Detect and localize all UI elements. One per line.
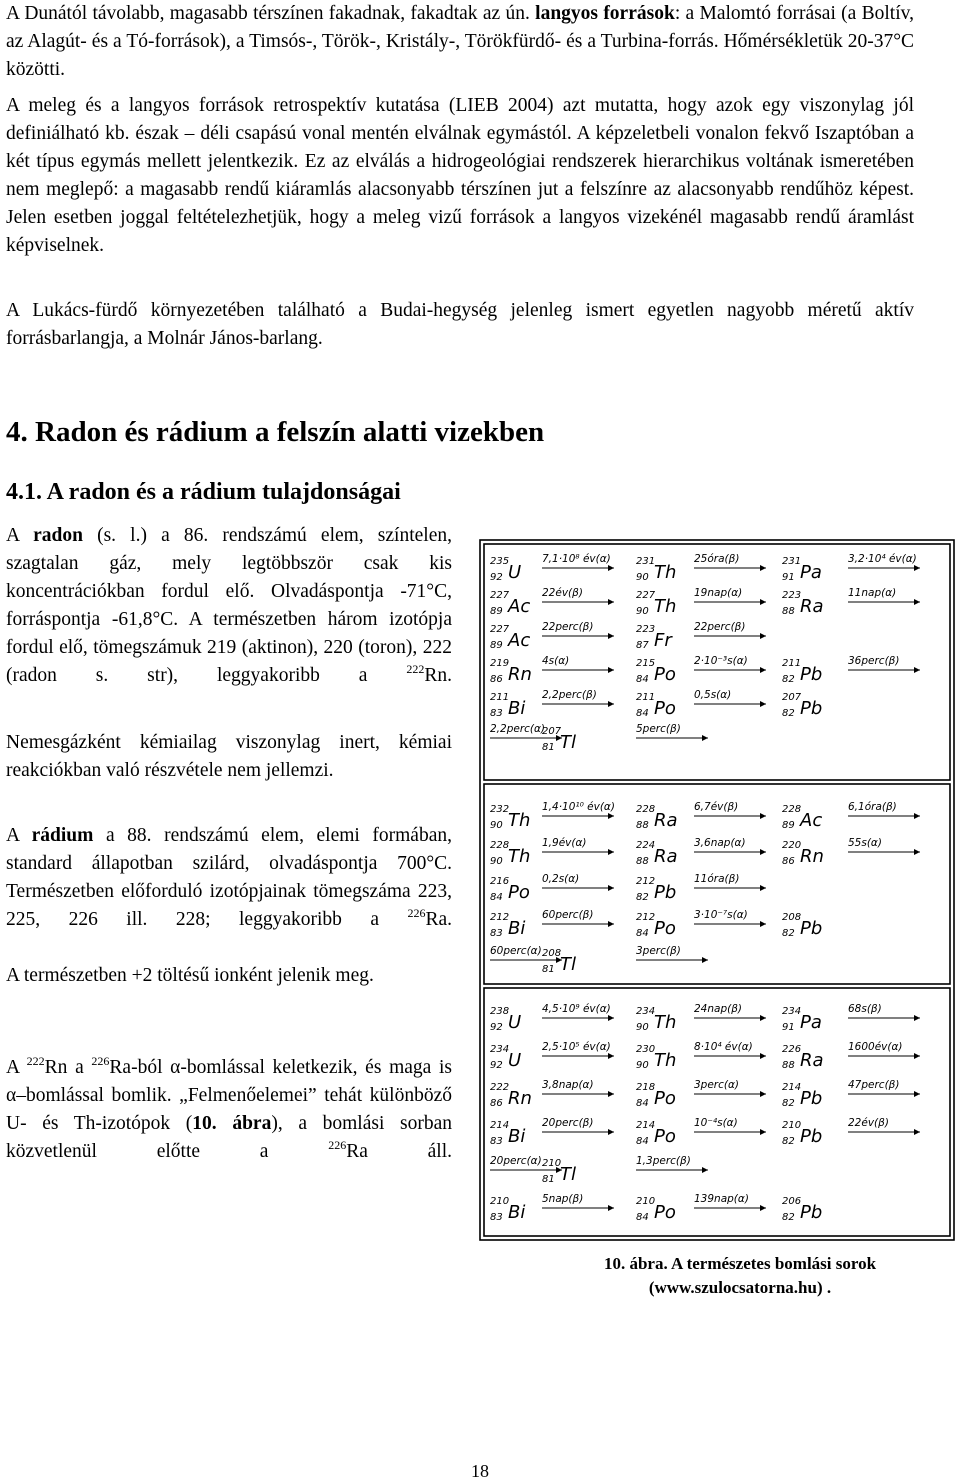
arrow-head [760,633,766,639]
atomic-number: 92 [490,1022,503,1033]
half-life-label: 19nap(α) [694,587,743,599]
element-symbol: Tl [560,732,576,753]
half-life-label: 3·10⁻⁷s(α) [694,909,748,921]
element-symbol: Th [654,562,677,583]
atomic-number: 82 [782,708,795,719]
element-symbol: Pa [800,1012,822,1033]
arrow-head [608,1129,614,1135]
half-life-label: 22év(β) [542,587,583,599]
atomic-number: 90 [636,606,649,617]
mass-number: 210 [636,1196,656,1207]
element-symbol: Pb [800,1088,823,1109]
arrow-head [914,565,920,571]
element-symbol: Po [654,1202,676,1223]
atomic-number: 81 [542,1174,555,1185]
arrow-head [702,1167,708,1173]
superscript: 222 [406,662,425,676]
mass-number: 234 [782,1006,802,1017]
element-symbol: Ra [800,1050,824,1071]
arrow-head [914,1129,920,1135]
arrow-head [608,885,614,891]
subsection-heading: 4.1. A radon és a rádium tulajdonságai [6,479,401,505]
element-symbol: Rn [800,846,824,867]
half-life-label: 1,4·10¹⁰ év(α) [542,801,615,813]
atomic-number: 86 [782,856,795,867]
mass-number: 207 [782,692,802,703]
atomic-number: 90 [490,856,503,867]
figure-frames [480,540,954,1240]
arrow-head [914,1015,920,1021]
half-life-label: 22perc(β) [694,621,746,633]
atomic-number: 90 [636,572,649,583]
arrow-head [608,1015,614,1021]
half-life-label: 7,1·10⁸ év(α) [542,553,611,565]
text: A [6,825,32,846]
arrow-head [608,633,614,639]
arrow-head [702,735,708,741]
atomic-number: 86 [490,674,503,685]
atomic-number: 90 [490,820,503,831]
mass-number: 216 [490,876,510,887]
page-number: 18 [471,1461,489,1481]
half-life-label: 22év(β) [848,1117,889,1129]
element-symbol: U [508,562,522,583]
element-symbol: Pb [800,698,823,719]
half-life-label: 36perc(β) [848,655,900,667]
arrow-head [608,921,614,927]
section-heading: 4. Radon és rádium a felszín alatti vizekben [6,416,545,448]
half-life-label: 4s(α) [542,655,570,667]
mass-number: 231 [636,556,656,567]
atomic-number: 88 [636,820,649,831]
atomic-number: 87 [636,640,649,651]
atomic-number: 84 [490,892,503,903]
element-symbol: Pb [800,918,823,939]
half-life-label: 5perc(β) [636,723,681,735]
element-symbol: Po [508,882,530,903]
arrow-head [914,1091,920,1097]
mass-number: 218 [636,1082,656,1093]
atomic-number: 91 [782,1022,795,1033]
mass-number: 214 [782,1082,802,1093]
arrow-head [760,565,766,571]
element-symbol: Po [654,664,676,685]
atomic-number: 84 [636,1212,649,1223]
bold-term: radon [33,525,83,546]
half-life-label: 139nap(α) [694,1193,749,1205]
half-life-label: 24nap(β) [694,1003,743,1015]
arrow-head [702,957,708,963]
text: ), a bomlási sorban közvetlenül előtte a [6,1113,453,1162]
arrow-head [914,667,920,673]
figure-caption [560,1252,920,1300]
element-symbol: Ac [508,630,531,651]
half-life-label: 25óra(β) [694,553,740,565]
half-life-label: 3,2·10⁴ év(α) [848,553,917,565]
mass-number: 230 [636,1044,656,1055]
text: a 88. rendszámú elem, elemi formában, standard állapotban szilárd, olvadáspontja 700°C. Természetben előforduló izotópjainak tömegszáma 223, 225, 226 ill. 228; leggyakoribb a [6,825,452,930]
element-symbol: Th [508,846,531,867]
element-symbol: Po [654,1088,676,1109]
arrow-head [760,921,766,927]
mass-number: 235 [490,556,510,567]
element-symbol: Pa [800,562,822,583]
half-life-label: 0,2s(α) [542,873,580,885]
figure-content [490,553,920,1223]
mass-number: 228 [636,804,656,815]
text: Rn a [44,1057,92,1078]
element-symbol: Bi [508,1202,526,1223]
mass-number: 210 [782,1120,802,1131]
arrow-head [760,1053,766,1059]
half-life-label: 55s(α) [848,837,882,849]
text: Ra-ból α-bomlással keletkezik, és maga is α–bomlással bomlik. „Felmenőelemei” tehát különböző U- és Th-izotópok ( [6,1057,452,1134]
arrow-head [760,813,766,819]
atomic-number: 84 [636,1098,649,1109]
atomic-number: 88 [782,606,795,617]
arrow-head [760,667,766,673]
half-life-label: 6,7év(β) [694,801,739,813]
mass-number: 228 [782,804,802,815]
half-life-label: 60perc(β) [542,909,594,921]
element-symbol: U [508,1012,522,1033]
mass-number: 214 [490,1120,510,1131]
atomic-number: 84 [636,928,649,939]
half-life-label: 3,8nap(α) [542,1079,594,1091]
element-symbol: Ra [800,596,824,617]
mass-number: 214 [636,1120,656,1131]
atomic-number: 92 [490,1060,503,1071]
text: (s. l.) a 86. rendszámú elem, színtelen, szagtalan gáz, mely legtöbbször csak kis koncentrációkban fordul elő. Olvadáspontja -71°C, forráspontja -61,8°C. A természetben három izotópja fordul elő, tömegszámuk 219 (aktinon), 220 (toron), 222 (radon s. str), leggyakoribb a [6,525,452,686]
half-life-label: 10⁻⁴s(α) [694,1117,738,1129]
text: A [6,525,34,546]
mass-number: 231 [782,556,802,567]
element-symbol: Bi [508,698,526,719]
half-life-label: 3,6nap(α) [694,837,746,849]
atomic-number: 83 [490,928,503,939]
arrow-head [608,1205,614,1211]
element-symbol: Th [654,596,677,617]
atomic-number: 82 [636,892,649,903]
half-life-label: 68s(β) [848,1003,882,1015]
arrow-head [760,1091,766,1097]
atomic-number: 82 [782,928,795,939]
half-life-label: 20perc(β) [542,1117,594,1129]
inert-paragraph: Nemesgázként kémiailag viszonylag inert, kémiai reakciókban való részvétele nem jellemzi. [6,732,452,781]
half-life-label: 8·10⁴ év(α) [694,1041,753,1053]
half-life-label: 60perc(α) [490,945,542,957]
arrow-head [608,701,614,707]
arrow-head [608,565,614,571]
half-life-label: 11óra(β) [694,873,740,885]
arrow-head [914,849,920,855]
half-life-label: 2,5·10⁵ év(α) [542,1041,611,1053]
element-symbol: Pb [654,882,677,903]
arrow-head [914,813,920,819]
mass-number: 223 [782,590,802,601]
paragraph-lukacs: A Lukács-fürdő környezetében található a Budai-hegység jelenleg ismert egyetlen nagyobb méretű aktív forrásbarlangja, a Molnár János-barlang. [6,300,914,349]
arrow-head [760,1015,766,1021]
atomic-number: 89 [782,820,795,831]
mass-number: 207 [542,726,562,737]
element-symbol: Pb [800,1126,823,1147]
mass-number: 219 [490,658,510,669]
element-symbol: Pb [800,664,823,685]
atomic-number: 86 [490,1098,503,1109]
bold-term: langyos források [535,3,675,24]
mass-number: 208 [542,948,562,959]
outer-frame [480,540,954,1240]
intro-paragraph-langyos [6,0,914,84]
element-symbol: Pb [800,1202,823,1223]
element-symbol: Ac [508,596,531,617]
caption-source: (www.szulocsatorna.hu) . [648,1278,832,1297]
atomic-number: 84 [636,674,649,685]
mass-number: 210 [490,1196,510,1207]
element-symbol: Po [654,698,676,719]
half-life-label: 22perc(β) [542,621,594,633]
mass-number: 206 [782,1196,802,1207]
atomic-number: 83 [490,1212,503,1223]
half-life-label: 47perc(β) [848,1079,900,1091]
arrow-head [608,813,614,819]
arrow-head [760,885,766,891]
half-life-label: 4,5·10⁹ év(α) [542,1003,611,1015]
mass-number: 223 [636,624,656,635]
mass-number: 208 [782,912,802,923]
element-symbol: Ac [800,810,823,831]
radon-paragraph [6,522,452,690]
mass-number: 234 [636,1006,656,1017]
mass-number: 227 [636,590,656,601]
arrow-head [608,849,614,855]
mass-number: 212 [490,912,510,923]
half-life-label: 2·10⁻³s(α) [694,655,748,667]
mass-number: 222 [490,1082,510,1093]
element-symbol: Th [654,1050,677,1071]
element-symbol: Th [654,1012,677,1033]
atomic-number: 83 [490,1136,503,1147]
arrow-head [760,1129,766,1135]
atomic-number: 82 [782,1212,795,1223]
text: Ra áll. [346,1141,453,1162]
mass-number: 211 [782,658,802,669]
atomic-number: 89 [490,606,503,617]
arrow-head [608,599,614,605]
element-symbol: Po [654,918,676,939]
bold-term: rádium [31,825,94,846]
mass-number: 226 [782,1044,802,1055]
element-symbol: U [508,1050,522,1071]
element-symbol: Th [508,810,531,831]
half-life-label: 1,3perc(β) [636,1155,691,1167]
caption-title: 10. ábra. A természetes bomlási sorok [603,1254,877,1273]
mass-number: 210 [542,1158,562,1169]
mass-number: 228 [490,840,510,851]
mass-number: 232 [490,804,510,815]
text: A Dunától távolabb, magasabb térszínen fakadnak, fakadtak az ún. [6,3,536,24]
atomic-number: 83 [490,708,503,719]
decay-series-figure [478,538,956,1242]
atomic-number: 91 [782,572,795,583]
half-life-label: 0,5s(α) [694,689,732,701]
text: Ra. [425,909,452,930]
element-symbol: Fr [654,630,672,651]
arrow-head [608,667,614,673]
element-symbol: Ra [654,846,678,867]
mass-number: 238 [490,1006,510,1017]
element-symbol: Rn [508,1088,532,1109]
atomic-number: 84 [636,708,649,719]
text: : a Malomtó forrásai (a Boltív, az Alagút- és a Tó-források), a Timsós-, Török-, Kristály-, Törökfürdő- és a Turbina-forrás. Hőmérsékletük 20-37°C közötti. [6,3,914,80]
half-life-label: 3perc(β) [636,945,681,957]
half-life-label: 2,2perc(β) [542,689,597,701]
half-life-label: 1,9év(α) [542,837,587,849]
atomic-number: 90 [636,1022,649,1033]
mass-number: 234 [490,1044,510,1055]
arrow-head [760,849,766,855]
element-symbol: Ra [654,810,678,831]
atomic-number: 81 [542,964,555,975]
atomic-number: 82 [782,674,795,685]
mass-number: 220 [782,840,802,851]
atomic-number: 82 [782,1098,795,1109]
atomic-number: 81 [542,742,555,753]
atomic-number: 88 [782,1060,795,1071]
half-life-label: 3perc(α) [694,1079,740,1091]
half-life-label: 20perc(α) [490,1155,542,1167]
mass-number: 212 [636,912,656,923]
arrow-head [914,1053,920,1059]
half-life-label: 2,2perc(α) [490,723,546,735]
element-symbol: Bi [508,918,526,939]
arrow-head [914,599,920,605]
mass-number: 227 [490,590,510,601]
element-symbol: Tl [560,954,576,975]
half-life-label: 11nap(α) [848,587,897,599]
mass-number: 215 [636,658,656,669]
superscript: 222 [26,1054,45,1068]
decay-paragraph [6,1054,452,1166]
radium-paragraph [6,822,452,934]
paragraph-retrospective: A meleg és a langyos források retrospektív kutatása (LIEB 2004) azt mutatta, hogy azok egy viszonylag jól definiálható kb. észak – déli csapású vonal mentén elválnak egymástól. A képzeletbeli vonalon fekvő Iszaptóban a két típus egymás mellett jelentkezik. Ez az elválás a hidrogeológiai rendszerek hierarchikus voltának ismeretében nem meglepő: a magasabb rendű kiáramlás alacsonyabb térszínen jut a felszínre az alacsonyabb rendűhöz képest. Jelen esetben joggal feltételezhetjük, hogy a meleg vizű források a langyos vizekénél magasabb rendű áramlást képviselnek. [6,95,914,256]
text: A [6,1057,27,1078]
arrow-head [760,701,766,707]
atomic-number: 82 [782,1136,795,1147]
element-symbol: Bi [508,1126,526,1147]
figure-reference: 10. ábra [192,1113,272,1134]
mass-number: 211 [490,692,510,703]
arrow-head [760,599,766,605]
arrow-head [760,1205,766,1211]
superscript: 226 [328,1138,347,1152]
mass-number: 212 [636,876,656,887]
atomic-number: 84 [636,1136,649,1147]
arrow-head [608,1091,614,1097]
element-symbol: Po [654,1126,676,1147]
atomic-number: 90 [636,1060,649,1071]
arrow-head [608,1053,614,1059]
element-symbol: Rn [508,664,532,685]
superscript: 226 [91,1054,110,1068]
superscript: 226 [407,906,426,920]
element-symbol: Tl [560,1164,576,1185]
atomic-number: 92 [490,572,503,583]
half-life-label: 5nap(β) [542,1193,584,1205]
atomic-number: 88 [636,856,649,867]
ion-paragraph: A természetben +2 töltésű ionként jelenik meg. [6,965,374,986]
atomic-number: 89 [490,640,503,651]
half-life-label: 1600év(α) [848,1041,903,1053]
mass-number: 211 [636,692,656,703]
half-life-label: 6,1óra(β) [848,801,897,813]
mass-number: 224 [636,840,656,851]
mass-number: 227 [490,624,510,635]
text: Rn. [424,665,452,686]
